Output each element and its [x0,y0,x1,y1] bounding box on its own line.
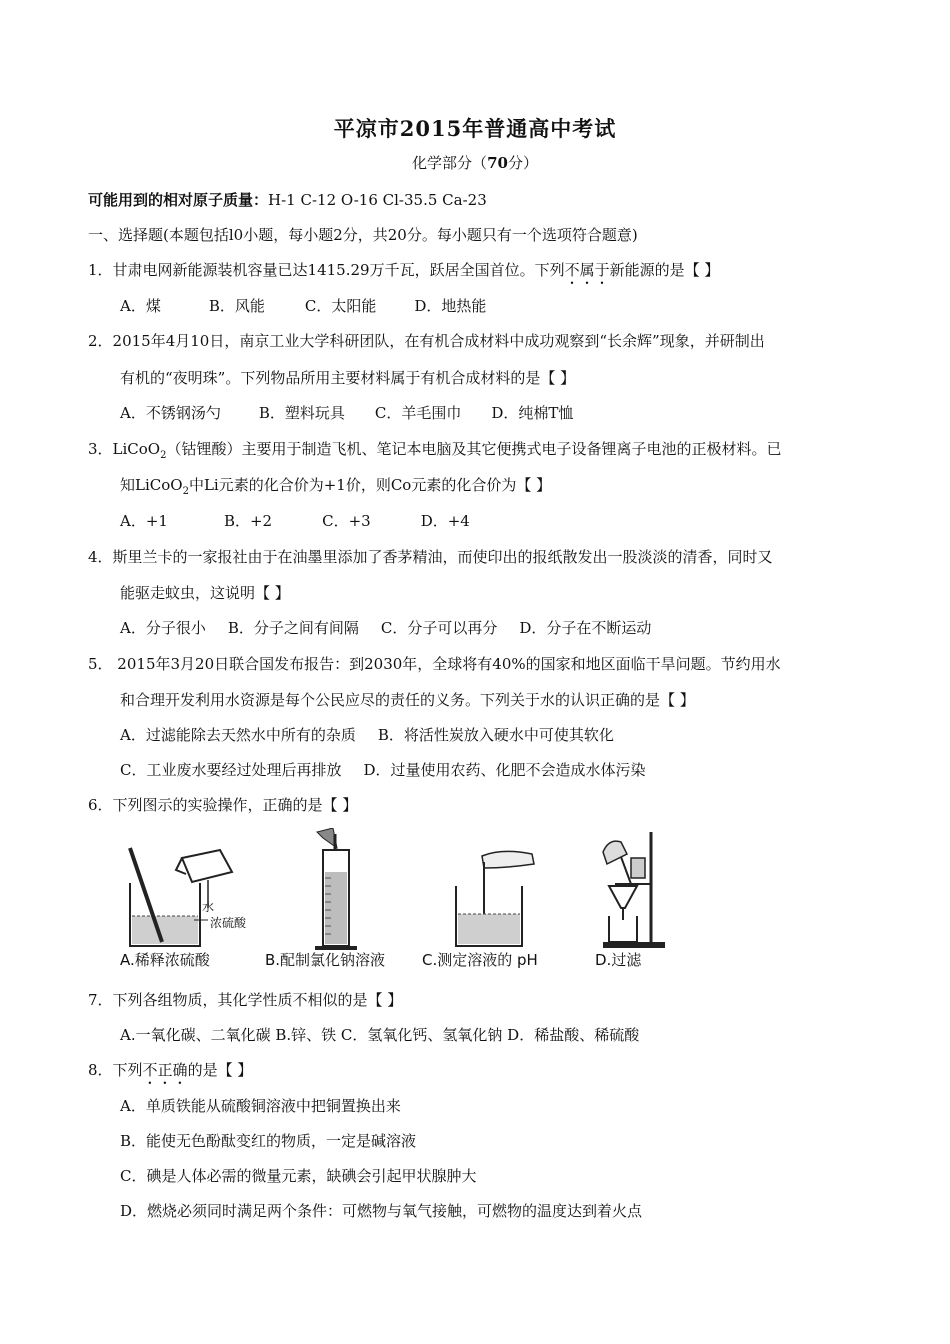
option-b: B．风能 [208,297,265,315]
option-a: A．+1 [120,512,168,530]
figure-a-dilute-acid [120,828,260,970]
question-5-options-row-2 [120,759,646,780]
question-3-line-2: 知LiCoO$_2$中Li元素的化合价为+1价，则Co元素的化合价为【 】 [120,476,552,497]
option-d: D．地热能 [414,297,487,315]
figure-a-caption: A.稀释浓硫酸 [120,951,210,969]
question-3-line-1: 3．LiCoO$_2$（钴锂酸）主要用于制造飞机、笔记本电脑及其它便携式电子设备锂离子电池的正极材料。已 [88,440,782,461]
figure-c-caption: C.测定溶液的 pH [422,951,538,969]
question-2-options [120,402,573,423]
option-a: A．过滤能除去天然水中所有的杂质 [120,726,356,744]
option-a: A．煤 [120,297,161,315]
question-4-options [120,617,651,638]
option-b: B．能使无色酚酞变红的物质，一定是碱溶液 [120,1132,417,1150]
option-c: C．+3 [322,512,371,530]
question-5-options-row-1 [120,724,614,745]
question-1-options [120,295,486,316]
option-a: A．不锈钢汤勺 [120,404,221,422]
figure-c-measure-ph [422,828,572,970]
option-d: D．燃烧必须同时满足两个条件：可燃物与氧气接触，可燃物的温度达到着火点 [120,1202,643,1220]
question-5-line-2: 和合理开发利用水资源是每个公民应尽的责任的义务。下列关于水的认识正确的是【 】 [120,691,695,709]
question-4-line-1: 4．斯里兰卡的一家报社由于在油墨里添加了香茅精油，而使印出的报纸散发出一股淡淡的清香，同时又 [88,548,773,566]
figure-d-caption: D.过滤 [595,951,642,969]
figure-b-caption: B.配制氯化钠溶液 [265,951,386,969]
option-b: B．+2 [223,512,273,530]
option-d: D．过量使用农药、化肥不会造成水体污染 [363,761,646,779]
section-heading: 一、选择题(本题包括l0小题，每小题2分，共20分。每小题只有一个选项符合题意) [88,226,638,244]
option-c: C．工业废水要经过处理后再排放 [120,761,342,779]
figure-d-filtration [595,828,685,970]
question-1: 1．甘肃电网新能源装机容量已达1415.29万千瓦，跃居全国首位。下列不属于新能源的是【 】 [88,261,720,279]
option-c: C．分子可以再分 [380,619,498,637]
fig-a-water-label: 水 [202,900,215,914]
option-d: D．+4 [420,512,470,530]
option-c: C．太阳能 [304,297,377,315]
option-b: B．将活性炭放入硬水中可使其软化 [377,726,614,744]
option-b: B．分子之间有间隔 [227,619,359,637]
question-3-options [120,510,470,531]
question-7-options: A.一氧化碳、二氧化碳 B.锌、铁 C．氢氧化钙、氢氧化钠 D．稀盐酸、稀硫酸 [120,1026,640,1044]
fig-a-acid-label: 浓硫酸 [210,916,247,930]
question-7: 7．下列各组物质，其化学性质不相似的是【 】 [88,991,403,1009]
question-4-line-2: 能驱走蚊虫，这说明【 】 [120,584,290,602]
option-c: C．碘是人体必需的微量元素，缺碘会引起甲状腺肿大 [120,1167,477,1185]
option-c: C．羊毛围巾 [374,404,462,422]
option-a: A．分子很小 [120,619,206,637]
question-5-line-1: 5． 2015年3月20日联合国发布报告：到2030年，全球将有40%的国家和地区面临干旱问题。节约用水 [88,655,781,673]
question-2-line-2: 有机的“夜明珠”。下列物品所用主要材料属于有机合成材料的是【 】 [120,369,576,387]
page-subtitle: 化学部分（70分） [412,154,538,172]
option-d: D．纯棉T恤 [491,404,574,422]
question-6: 6．下列图示的实验操作，正确的是【 】 [88,796,358,814]
figure-b-prepare-solution [265,828,415,970]
option-d: D．分子在不断运动 [519,619,652,637]
question-2-line-1: 2．2015年4月10日，南京工业大学科研团队，在有机合成材料中成功观察到“长余辉”现象，并研制出 [88,332,765,350]
option-b: B．塑料玩具 [258,404,345,422]
option-a: A．单质铁能从硫酸铜溶液中把铜置换出来 [120,1097,401,1115]
atomic-masses: 可能用到的相对原子质量：H-1 C-12 O-16 Cl-35.5 Ca-23 [88,191,487,209]
page-title: 平凉市2015年普通高中考试 [333,116,617,141]
question-8: 8．下列不正确的是【 】 [88,1061,253,1079]
